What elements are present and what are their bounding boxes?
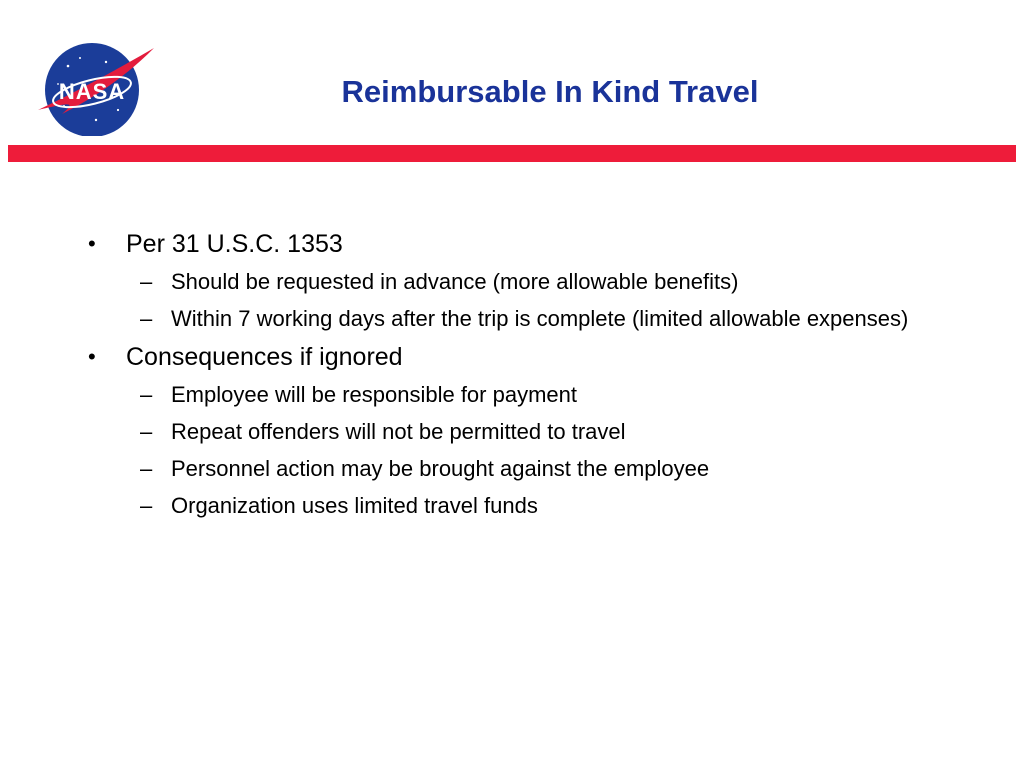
sub-bullet-item xyxy=(84,380,964,410)
bullet-item xyxy=(84,341,964,373)
dash-marker: – xyxy=(140,493,153,518)
dash-marker: – xyxy=(140,419,153,444)
sub-bullet-item xyxy=(84,491,964,521)
sub-bullet-text: Organization uses limited travel funds xyxy=(171,493,538,518)
dash-marker: – xyxy=(140,306,153,331)
sub-bullet-item xyxy=(84,454,964,484)
nasa-logo xyxy=(36,40,160,136)
sub-bullet-text: Should be requested in advance (more allowable benefits) xyxy=(171,269,739,294)
slide-title: Reimbursable In Kind Travel xyxy=(341,74,759,109)
bullet-list xyxy=(84,228,964,528)
bullet-marker: • xyxy=(88,231,96,256)
title-divider xyxy=(8,145,1016,162)
sub-bullet-text: Employee will be responsible for payment xyxy=(171,382,577,407)
sub-bullet-item xyxy=(84,267,964,297)
sub-bullet-text: Within 7 working days after the trip is complete (limited allowable expenses) xyxy=(171,306,909,331)
sub-bullet-item xyxy=(84,304,964,334)
nasa-meatball-icon xyxy=(36,40,160,136)
dash-marker: – xyxy=(140,456,153,481)
dash-marker: – xyxy=(140,382,153,407)
bullet-item xyxy=(84,228,964,260)
sub-bullet-text: Repeat offenders will not be permitted to travel xyxy=(171,419,626,444)
sub-bullet-item xyxy=(84,417,964,447)
bullet-text: Consequences if ignored xyxy=(126,343,403,371)
bullet-marker: • xyxy=(88,344,96,369)
bullet-text: Per 31 U.S.C. 1353 xyxy=(126,230,343,258)
dash-marker: – xyxy=(140,269,153,294)
sub-bullet-text: Personnel action may be brought against the employee xyxy=(171,456,710,481)
svg-text:NASA: NASA xyxy=(58,79,126,104)
